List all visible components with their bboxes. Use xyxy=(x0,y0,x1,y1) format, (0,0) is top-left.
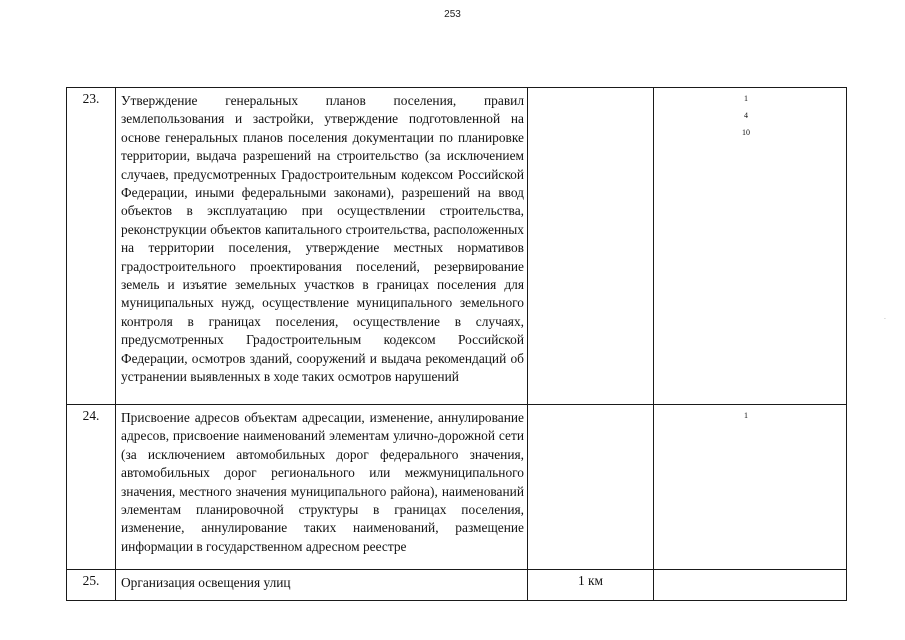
table-row xyxy=(67,405,847,570)
row-description: Присвоение адресов объектам адресации, изменение, аннулирование адресов, присвоение наименований элементам улично-дорожной сети (за исключением автомобильных дорог федерального значения, автомобильных дорог регионального или межмуниципального значения, местного значения муниципального района), наименований элементам планировочной структуры в границах поселения, изменение, аннулирование таких наименований, размещение информации в государственном адресном реестре xyxy=(116,405,528,570)
table-row xyxy=(67,88,847,405)
row-notes xyxy=(654,405,847,570)
row-unit: 1 км xyxy=(528,570,654,601)
row-notes xyxy=(654,88,847,405)
row-number: 23. xyxy=(67,88,116,405)
row-unit xyxy=(528,88,654,405)
row-number: 24. xyxy=(67,405,116,570)
note-value: 1 xyxy=(744,411,748,420)
row-description: Организация освещения улиц xyxy=(116,570,528,601)
note-value: 1 xyxy=(744,94,748,103)
row-number: 25. xyxy=(67,570,116,601)
note-value: 4 xyxy=(744,111,748,120)
table-row xyxy=(67,570,847,601)
row-notes xyxy=(654,570,847,601)
note-value: 10 xyxy=(742,128,750,137)
powers-table xyxy=(66,87,847,601)
row-description: Утверждение генеральных планов поселения, правил землепользования и застройки, утверждение подготовленной на основе генеральных планов поселения документации по планировке территории, выдача разрешений на строительство (за исключением случаев, предусмотренных Градостроительным кодексом Российской Федерации, иными федеральными законами), разрешений на ввод объектов в эксплуатацию при осуществлении строительства, реконструкции объектов капитального строительства, расположенных на территории поселения, утверждение местных нормативов градостроительного проектирования поселений, резервирование земель и изъятие земельных участков в границах поселения для муниципальных нужд, осуществление муниципального земельного контроля в границах поселения, осуществление в случаях, предусмотренных Градостроительным кодексом Российской Федерации, осмотров зданий, сооружений и выдача рекомендаций об устранении выявленных в ходе таких осмотров нарушений xyxy=(116,88,528,405)
row-unit xyxy=(528,405,654,570)
page-number: 253 xyxy=(444,9,461,20)
scan-speck: · xyxy=(884,316,886,323)
